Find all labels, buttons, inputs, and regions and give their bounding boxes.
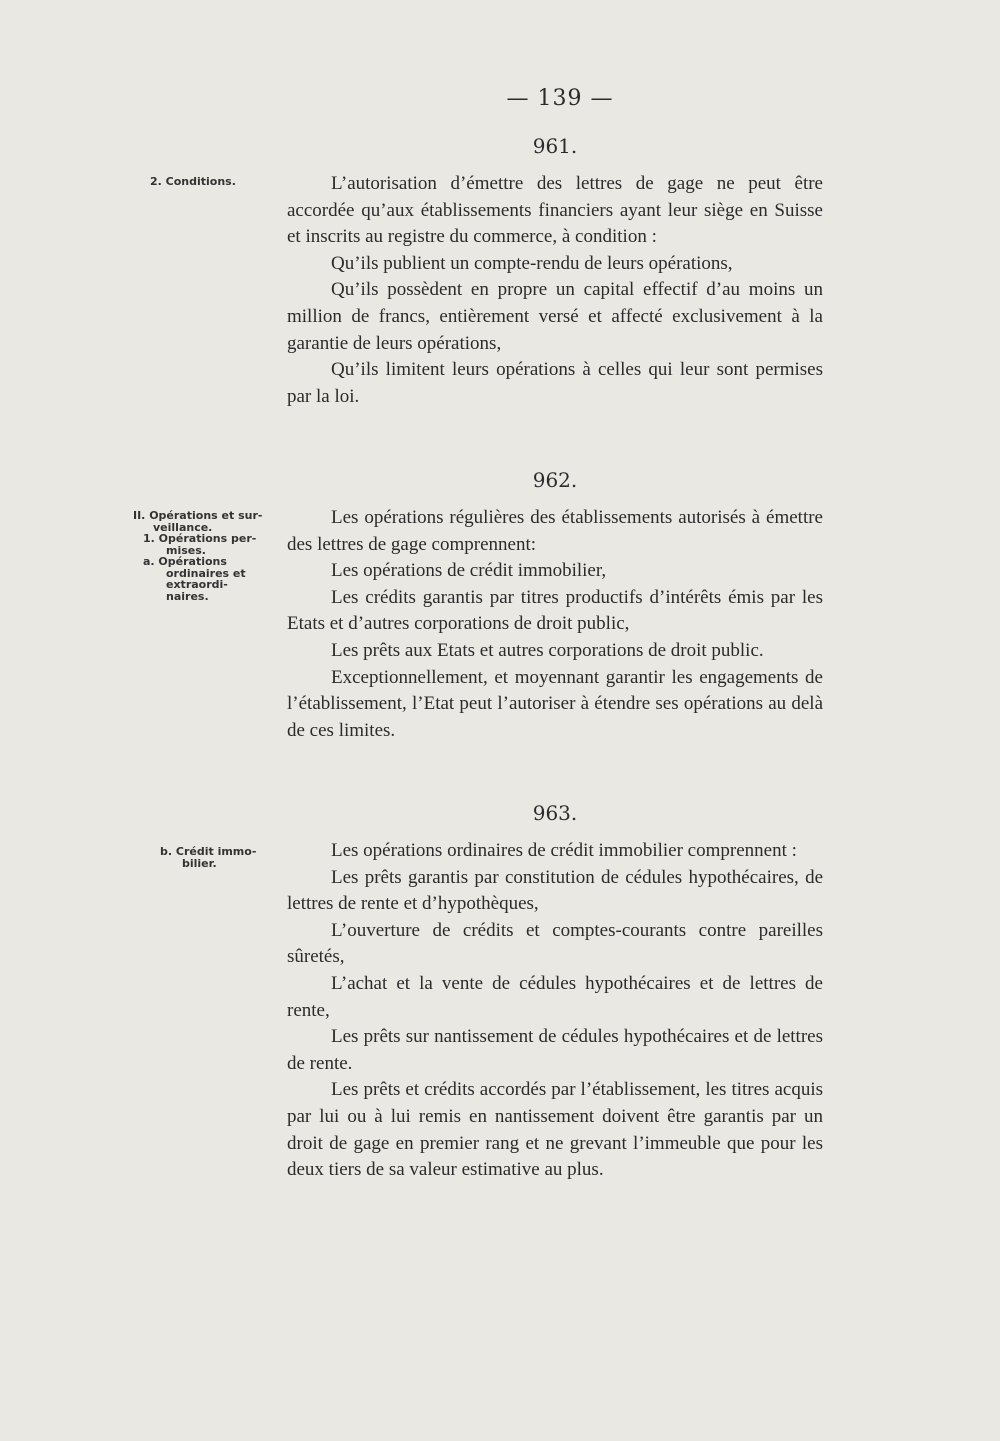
paragraph: Les prêts garantis par constitution de cédules hypothécaires, de lettres de rente et d’hypothèques, bbox=[287, 866, 823, 915]
paragraph: Exceptionnellement, et moyennant garantir les engagements de l’établissement, l’Etat peut l’autoriser à étendre ses opérations au delà de ces limites. bbox=[287, 666, 823, 741]
margin-note-line: a. Opérations bbox=[143, 555, 227, 568]
margin-note-line: b. Crédit immo- bbox=[160, 845, 257, 858]
article-962-text bbox=[287, 505, 823, 744]
article-number-963: 963. bbox=[532, 801, 578, 825]
paragraph: Les prêts et crédits accordés par l’établissement, les titres acquis par lui ou à lui remis en nantissement doivent être garantis par un droit de gage en premier rang et ne grevant l’immeuble que pour les deux tiers de sa valeur estimative au plus. bbox=[287, 1079, 823, 1181]
margin-note-line: mises. bbox=[166, 543, 206, 557]
margin-note-line: II. Opérations et sur- bbox=[133, 509, 263, 522]
paragraph: Les prêts sur nantissement de cédules hypothécaires et de lettres de rente. bbox=[287, 1026, 823, 1074]
margin-note-line: extraordi- bbox=[166, 578, 228, 591]
article-number-961: 961. bbox=[532, 134, 578, 158]
paragraph: Qu’ils possèdent en propre un capital effectif d’au moins un million de francs, entièrement versé et affecté exclusivement à la garantie de leurs opérations, bbox=[287, 279, 823, 354]
article-number-962: 962. bbox=[532, 468, 578, 492]
margin-note-line: veillance. bbox=[153, 520, 213, 534]
margin-note-operations bbox=[133, 510, 262, 602]
margin-note-line: ordinaires et bbox=[166, 566, 246, 580]
paragraph: Les opérations de crédit immobilier, bbox=[331, 560, 607, 582]
margin-note-line: 1. Opérations per- bbox=[143, 532, 257, 545]
page-number: — 139 — bbox=[506, 86, 614, 111]
paragraph: L’autorisation d’émettre des lettres de gage ne peut être accordée qu’aux établissements financiers ayant leur siège en Suisse et inscrits au registre du commerce, à condition : bbox=[287, 173, 823, 248]
paragraph: Qu’ils publient un compte-rendu de leurs opérations, bbox=[331, 252, 733, 274]
paragraph: L’ouverture de crédits et comptes-courants contre pareilles sûretés, bbox=[287, 919, 823, 968]
margin-note-credit-immobilier bbox=[160, 846, 256, 869]
margin-note-line: 2. Conditions. bbox=[150, 175, 236, 188]
margin-note-line: bilier. bbox=[182, 856, 217, 870]
article-961-text bbox=[287, 171, 823, 410]
paragraph: Les prêts aux Etats et autres corporations de droit public. bbox=[331, 639, 764, 661]
margin-note-line: naires. bbox=[166, 589, 209, 603]
paragraph: L’achat et la vente de cédules hypothécaires et de lettres de rente, bbox=[287, 972, 823, 1021]
paragraph: Qu’ils limitent leurs opérations à celles qui leur sont permises par la loi. bbox=[287, 359, 823, 407]
paragraph: Les crédits garantis par titres productifs d’intérêts émis par les Etats et d’autres corporations de droit public, bbox=[287, 586, 823, 635]
paragraph: Les opérations régulières des établissements autorisés à émettre des lettres de gage comprennent: bbox=[287, 507, 823, 555]
margin-note-conditions bbox=[150, 176, 236, 188]
paragraph: Les opérations ordinaires de crédit immobilier comprennent : bbox=[331, 840, 797, 861]
article-963-text bbox=[287, 838, 823, 1184]
